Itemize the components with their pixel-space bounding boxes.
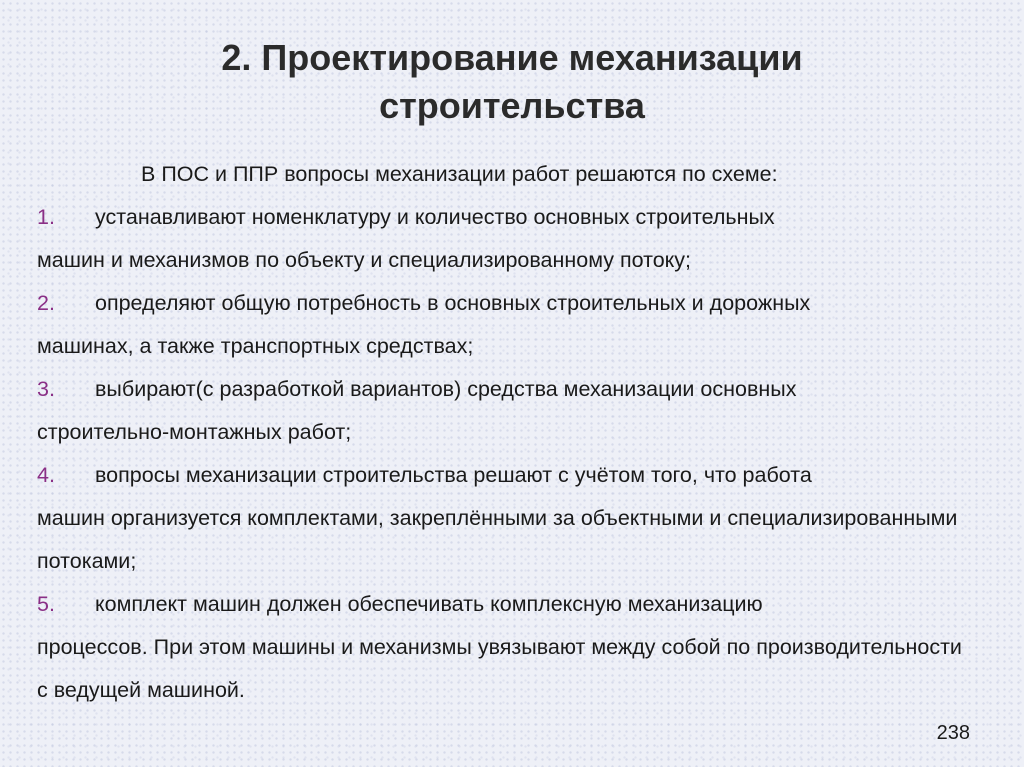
list-item <box>37 583 967 712</box>
list-item-text: устанавливают номенклатуру и количество основных строительных <box>95 205 775 229</box>
list-item-number: 1. <box>37 205 55 229</box>
list-item <box>37 282 967 368</box>
list-item-text: вопросы механизации строительства решают с учётом того, что работа <box>95 463 812 487</box>
list-item-text-continued: машинах, а также транспортных средствах; <box>37 334 474 358</box>
list-item-text-continued: процессов. При этом машины и механизмы увязывают между собой по производительности с ведущей машиной. <box>37 635 962 702</box>
list-item-text: выбирают(с разработкой вариантов) средства механизации основных <box>95 377 797 401</box>
list-item <box>37 454 967 583</box>
list-item-number: 3. <box>37 377 55 401</box>
slide-body <box>37 153 967 712</box>
intro-text: В ПОС и ППР вопросы механизации работ решаются по схеме: <box>141 162 778 186</box>
list-item-text-continued: машин организуется комплектами, закреплёнными за объектными и специализированными потоками; <box>37 506 958 573</box>
slide-title-line-1: 2. Проектирование механизации <box>221 37 803 78</box>
slide-title <box>0 34 1024 130</box>
list-item-text: определяют общую потребность в основных строительных и дорожных <box>95 291 811 315</box>
list-item <box>37 368 967 454</box>
list-item-text: комплект машин должен обеспечивать комплексную механизацию <box>95 592 763 616</box>
list-item-text-continued: строительно-монтажных работ; <box>37 420 352 444</box>
page-number: 238 <box>936 722 970 744</box>
list-item-number: 5. <box>37 592 55 616</box>
list-item-number: 4. <box>37 463 55 487</box>
list-item-text-continued: машин и механизмов по объекту и специализированному потоку; <box>37 248 692 272</box>
slide-title-line-2: строительства <box>379 85 645 126</box>
list-item-number: 2. <box>37 291 55 315</box>
list-item <box>37 196 967 282</box>
